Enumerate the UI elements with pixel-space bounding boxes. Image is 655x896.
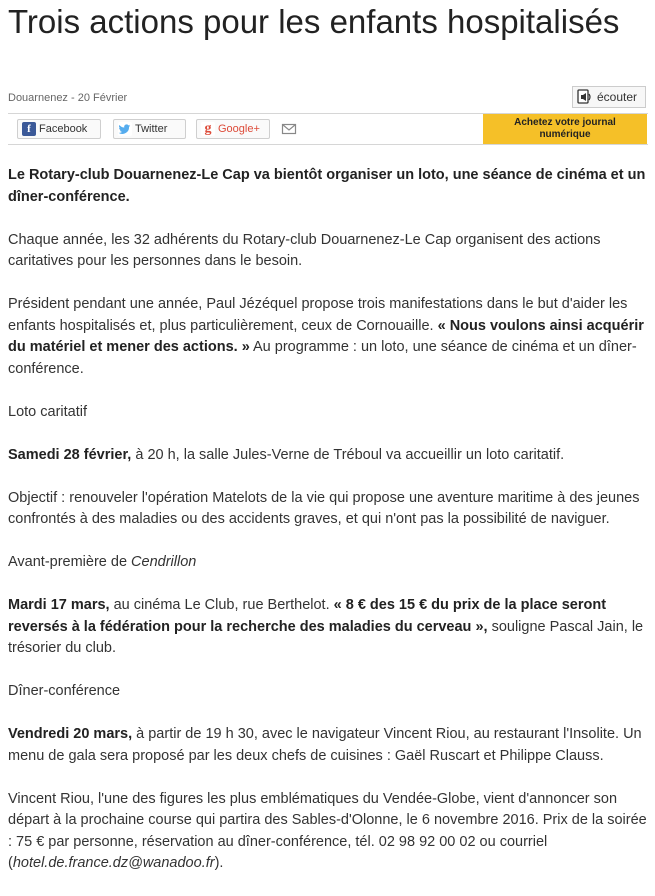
facebook-label: Facebook bbox=[39, 123, 88, 135]
paragraph-3-date: Samedi 28 février, bbox=[8, 446, 132, 463]
paragraph-5-end: souligne Pascal Jain, le trésorier du club. bbox=[8, 618, 644, 656]
subheading-cinema bbox=[8, 552, 650, 574]
twitter-label: Twitter bbox=[135, 123, 168, 135]
byline: Douarnenez - 20 Février bbox=[8, 92, 128, 104]
speaker-icon bbox=[577, 89, 593, 105]
paragraph-4: Objectif : renouveler l'opération Matelots de la vie qui propose une aventure maritime à des jeunes confrontés à des maladies ou des accidents graves, et qui n'ont pas la possibilité de naviguer. bbox=[8, 489, 640, 527]
twitter-share-button[interactable] bbox=[113, 119, 186, 139]
page-title: Trois actions pour les enfants hospitalisés bbox=[8, 3, 620, 40]
paragraph-1: Chaque année, les 32 adhérents du Rotary-club Douarnenez-Le Cap organisent des actions caritatives pour les personnes dans le besoin. bbox=[8, 231, 601, 269]
share-bar bbox=[8, 113, 648, 145]
googleplus-icon: g bbox=[201, 122, 215, 136]
article-intro: Le Rotary-club Douarnenez-Le Cap va bientôt organiser un loto, une séance de cinéma et un dîner-conférence. bbox=[8, 167, 646, 205]
subheading-cinema-film: Cendrillon bbox=[131, 554, 197, 570]
listen-button[interactable] bbox=[572, 86, 646, 108]
mail-icon[interactable] bbox=[281, 121, 297, 137]
paragraph-2-end: Au programme : un loto, une séance de cinéma et un dîner-conférence. bbox=[8, 339, 637, 377]
facebook-share-button[interactable] bbox=[17, 119, 101, 139]
paragraph-7 bbox=[8, 789, 650, 875]
facebook-icon: f bbox=[22, 122, 36, 136]
buy-line-2: numérique bbox=[539, 129, 591, 140]
paragraph-6-text: à partir de 19 h 30, avec le navigateur Vincent Riou, au restaurant l'Insolite. Un menu de gala sera proposé par les deux chefs de cuisines : Gaël Ruscart et Philippe Clauss. bbox=[8, 726, 642, 764]
subheading-loto: Loto caritatif bbox=[8, 403, 87, 420]
paragraph-3 bbox=[8, 445, 650, 467]
paragraph-5-quote: « 8 € des 15 € du prix de la place seront reversés à la fédération pour la recherche des maladies du cerveau », bbox=[8, 597, 607, 635]
googleplus-label: Google+ bbox=[218, 123, 260, 135]
subheading-cinema-text: Avant-première de bbox=[8, 554, 132, 570]
paragraph-5-text: au cinéma Le Club, rue Berthelot. bbox=[109, 597, 334, 613]
buy-line-1: Achetez votre journal bbox=[514, 117, 616, 128]
subheading-diner: Dîner-conférence bbox=[8, 683, 121, 699]
paragraph-3-text: à 20 h, la salle Jules-Verne de Tréboul va accueillir un loto caritatif. bbox=[131, 446, 565, 463]
paragraph-5 bbox=[8, 595, 650, 660]
paragraph-2-text: Président pendant une année, Paul Jézéquel propose trois manifestations dans le but d'aider les enfants hospitalisés et, plus particulièrement, ceux de Cornouaille. bbox=[8, 296, 628, 334]
twitter-icon bbox=[118, 122, 132, 136]
googleplus-share-button[interactable] bbox=[196, 119, 270, 139]
paragraph-6 bbox=[8, 724, 650, 767]
paragraph-7-end: ). bbox=[214, 855, 224, 871]
listen-label: écouter bbox=[597, 90, 638, 104]
paragraph-7-text: Vincent Riou, l'une des figures les plus emblématiques du Vendée-Globe, vient d'annoncer son départ à la prochaine course qui partira des Sables-d'Olonne, le 6 novembre 2016. Prix de la soirée : 75 € par personne, réservation au dîner-conférence, tél. 02 98 92 00 02 ou courriel ( bbox=[8, 790, 647, 871]
article-body bbox=[8, 165, 650, 896]
email-address: hotel.de.france.dz@wanadoo.fr bbox=[12, 855, 215, 871]
paragraph-2-quote: « Nous voulons ainsi acquérir du matériel et mener des actions. » bbox=[8, 317, 644, 355]
buy-digital-newspaper-button[interactable] bbox=[483, 114, 647, 144]
paragraph-5-date: Mardi 17 mars, bbox=[8, 597, 110, 613]
paragraph-6-date: Vendredi 20 mars, bbox=[8, 726, 133, 742]
paragraph-2 bbox=[8, 294, 650, 380]
